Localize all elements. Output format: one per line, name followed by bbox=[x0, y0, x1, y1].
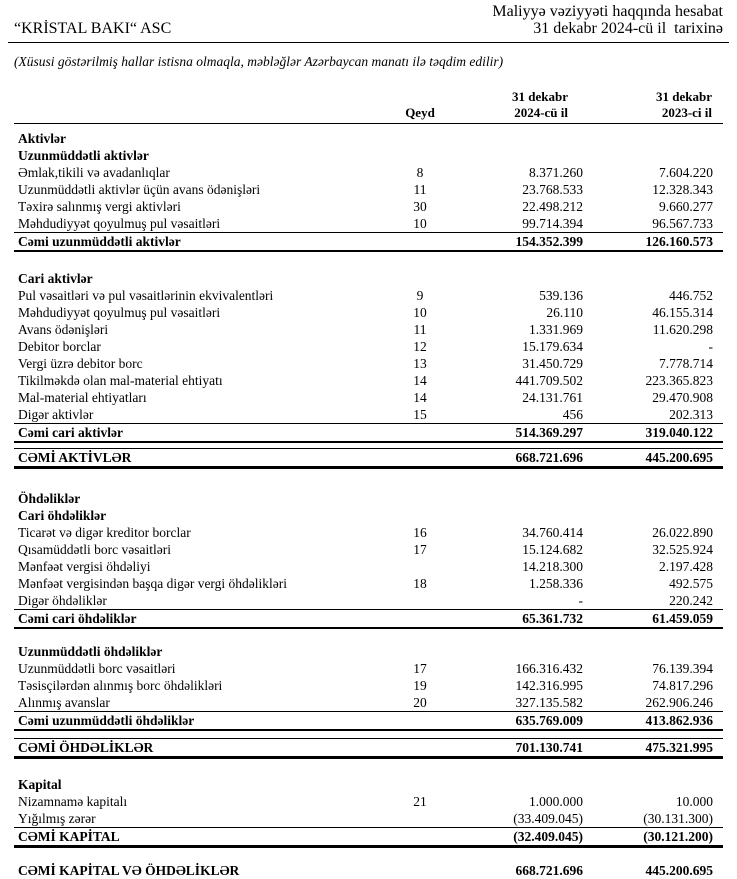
row-value-2023: 46.155.314 bbox=[652, 305, 713, 320]
section-row bbox=[14, 507, 723, 524]
row-label: Cəmi cari aktivlər bbox=[18, 425, 123, 440]
row-value-2024: 22.498.212 bbox=[522, 199, 583, 214]
row-label: Kapital bbox=[18, 777, 62, 792]
row-note: 30 bbox=[413, 199, 427, 214]
row-value-2023: 445.200.695 bbox=[645, 863, 713, 878]
section-row bbox=[14, 490, 723, 507]
table-row bbox=[14, 287, 723, 304]
row-label: Mal-material ehtiyatları bbox=[18, 390, 147, 405]
row-value-2024: 26.110 bbox=[546, 305, 583, 320]
row-label: Uzunmüddətli aktivlər bbox=[18, 148, 149, 163]
row-note: 11 bbox=[413, 322, 427, 337]
report-title-line1: Maliyyə vəziyyəti haqqında hesabat bbox=[492, 3, 723, 20]
row-value-2023: 445.200.695 bbox=[645, 450, 713, 465]
row-note: 14 bbox=[413, 390, 427, 405]
row-value-2024: - bbox=[578, 593, 583, 608]
table-row bbox=[14, 372, 723, 389]
year-2023-line2: 2023-ci il bbox=[661, 104, 712, 120]
row-value-2023: 202.313 bbox=[669, 407, 713, 422]
column-headers bbox=[14, 89, 723, 124]
row-value-2023: 74.817.296 bbox=[652, 678, 713, 693]
row-spacer bbox=[14, 759, 723, 776]
total-row bbox=[14, 609, 723, 629]
table-row bbox=[14, 406, 723, 423]
table-row bbox=[14, 181, 723, 198]
row-label: CƏMİ KAPİTAL VƏ ÖHDƏLİKLƏR bbox=[18, 863, 240, 878]
row-label: Debitor borclar bbox=[18, 339, 101, 354]
row-note: 11 bbox=[413, 182, 427, 197]
row-spacer bbox=[14, 731, 723, 738]
row-value-2023: 11.620.298 bbox=[652, 322, 713, 337]
row-label: Əmlak,tikili və avadanlıqlar bbox=[18, 165, 170, 180]
row-label: CƏMİ AKTİVLƏR bbox=[18, 450, 132, 465]
row-value-2024: 24.131.761 bbox=[522, 390, 583, 405]
row-value-2023: 61.459.059 bbox=[652, 611, 713, 626]
grand-row bbox=[14, 827, 723, 848]
row-label: Pul vəsaitləri və pul vəsaitlərinin ekvivalentləri bbox=[18, 288, 274, 303]
row-label: Uzunmüddətli öhdəliklər bbox=[18, 644, 163, 659]
currency-note: (Xüsusi göstərilmiş hallar istisna olmaqla, məbləğlər Azərbaycan manatı ilə təqdim edilir) bbox=[14, 54, 504, 69]
row-value-2024: 15.179.634 bbox=[522, 339, 583, 354]
year-2023-column-header bbox=[583, 89, 713, 120]
row-label: Avans ödənişləri bbox=[18, 322, 109, 337]
row-value-2024: 34.760.414 bbox=[522, 525, 583, 540]
row-label: Ticarət və digər kreditor borclar bbox=[18, 525, 191, 540]
row-label: Yığılmış zərər bbox=[18, 811, 96, 826]
row-label: Uzunmüddətli borc vəsaitləri bbox=[18, 661, 176, 676]
row-note: 8 bbox=[416, 165, 424, 180]
table-row bbox=[14, 793, 723, 810]
row-note: 10 bbox=[413, 305, 427, 320]
balance-sheet-table bbox=[14, 89, 723, 879]
row-value-2023: 446.752 bbox=[669, 288, 713, 303]
grandplain-row bbox=[14, 862, 723, 879]
row-value-2023: 9.660.277 bbox=[659, 199, 713, 214]
row-label: Mənfəət vergisindən başqa digər vergi öhdəlikləri bbox=[18, 576, 288, 591]
row-value-2023: 262.906.246 bbox=[645, 695, 713, 710]
table-row bbox=[14, 810, 723, 827]
row-label: CƏMİ ÖHDƏLİKLƏR bbox=[18, 740, 154, 755]
row-label: Vergi üzrə debitor borc bbox=[18, 356, 143, 371]
row-label: Mənfəət vergisi öhdəliyi bbox=[18, 559, 151, 574]
total-row bbox=[14, 711, 723, 731]
total-row bbox=[14, 423, 723, 443]
row-value-2023: 12.328.343 bbox=[652, 182, 713, 197]
row-value-2023: 10.000 bbox=[675, 794, 713, 809]
table-row bbox=[14, 304, 723, 321]
year-2023-line1: 31 dekabr bbox=[656, 89, 712, 104]
company-name: “KRİSTAL BAKI“ ASC bbox=[14, 20, 172, 37]
row-value-2024: 327.135.582 bbox=[515, 695, 583, 710]
grand-row bbox=[14, 738, 723, 759]
table-row bbox=[14, 558, 723, 575]
row-note: 14 bbox=[413, 373, 427, 388]
row-label: Cəmi uzunmüddətli öhdəliklər bbox=[18, 713, 195, 728]
row-label: Cəmi cari öhdəliklər bbox=[18, 611, 137, 626]
row-value-2024: 514.369.297 bbox=[515, 425, 583, 440]
row-note: 19 bbox=[413, 678, 427, 693]
row-value-2024: 23.768.533 bbox=[522, 182, 583, 197]
row-value-2024: 668.721.696 bbox=[515, 450, 583, 465]
row-value-2024: 65.361.732 bbox=[522, 611, 583, 626]
row-label: Məhdudiyyət qoyulmuş pul vəsaitləri bbox=[18, 216, 221, 231]
year-2024-line2: 2024-cü il bbox=[514, 104, 568, 120]
row-value-2023: 475.321.995 bbox=[645, 740, 713, 755]
row-label: Nizamnamə kapitalı bbox=[18, 794, 128, 809]
row-label: Məhdudiyyət qoyulmuş pul vəsaitləri bbox=[18, 305, 221, 320]
table-row bbox=[14, 338, 723, 355]
table-row bbox=[14, 164, 723, 181]
section-row bbox=[14, 147, 723, 164]
year-2024-line1: 31 dekabr bbox=[512, 89, 568, 104]
row-note: 20 bbox=[413, 695, 427, 710]
row-spacer bbox=[14, 469, 723, 490]
table-row bbox=[14, 592, 723, 609]
row-value-2024: (32.409.045) bbox=[513, 829, 583, 844]
row-value-2024: 99.714.394 bbox=[522, 216, 583, 231]
row-note: 10 bbox=[413, 216, 427, 231]
section-row bbox=[14, 270, 723, 287]
section-row bbox=[14, 776, 723, 793]
row-note: 15 bbox=[413, 407, 427, 422]
row-note: 21 bbox=[413, 794, 427, 809]
table-row bbox=[14, 694, 723, 711]
row-value-2024: 668.721.696 bbox=[515, 863, 583, 878]
row-spacer bbox=[14, 252, 723, 270]
row-value-2024: 441.709.502 bbox=[515, 373, 583, 388]
row-value-2024: 1.258.336 bbox=[529, 576, 583, 591]
row-value-2024: 15.124.682 bbox=[522, 542, 583, 557]
row-value-2024: 166.316.432 bbox=[515, 661, 583, 676]
row-value-2023: 126.160.573 bbox=[645, 234, 713, 249]
table-body bbox=[14, 130, 723, 879]
row-label: Digər aktivlər bbox=[18, 407, 94, 422]
row-value-2024: 14.218.300 bbox=[522, 559, 583, 574]
total-row bbox=[14, 232, 723, 252]
row-label: Təsisçilərdən alınmış borc öhdəlikləri bbox=[18, 678, 223, 693]
row-value-2023: 96.567.733 bbox=[652, 216, 713, 231]
row-value-2023: 319.040.122 bbox=[645, 425, 713, 440]
row-note: 17 bbox=[413, 542, 427, 557]
table-row bbox=[14, 389, 723, 406]
section-row bbox=[14, 130, 723, 147]
row-value-2024: 539.136 bbox=[539, 288, 583, 303]
row-value-2023: (30.131.300) bbox=[643, 811, 713, 826]
row-label: CƏMİ KAPİTAL bbox=[18, 829, 120, 844]
row-value-2023: 32.525.924 bbox=[652, 542, 713, 557]
row-spacer bbox=[14, 848, 723, 862]
row-value-2024: 154.352.399 bbox=[515, 234, 583, 249]
row-value-2023: (30.121.200) bbox=[643, 829, 713, 844]
table-row bbox=[14, 524, 723, 541]
row-label: Digər öhdəliklər bbox=[18, 593, 107, 608]
row-label: Qısamüddətli borc vəsaitləri bbox=[18, 542, 171, 557]
table-row bbox=[14, 321, 723, 338]
row-value-2023: 29.470.908 bbox=[652, 390, 713, 405]
header-divider bbox=[8, 42, 729, 43]
row-spacer bbox=[14, 629, 723, 643]
report-header bbox=[14, 20, 723, 37]
table-row bbox=[14, 541, 723, 558]
table-row bbox=[14, 355, 723, 372]
table-row bbox=[14, 215, 723, 232]
row-value-2023: 220.242 bbox=[669, 593, 713, 608]
row-note: 17 bbox=[413, 661, 427, 676]
row-value-2023: 2.197.428 bbox=[659, 559, 713, 574]
row-value-2024: (33.409.045) bbox=[513, 811, 583, 826]
row-label: Cəmi uzunmüddətli aktivlər bbox=[18, 234, 181, 249]
table-row bbox=[14, 575, 723, 592]
row-value-2023: 76.139.394 bbox=[652, 661, 713, 676]
note-column-header: Qeyd bbox=[405, 104, 435, 120]
row-value-2024: 1.331.969 bbox=[529, 322, 583, 337]
row-value-2024: 31.450.729 bbox=[522, 356, 583, 371]
row-note: 13 bbox=[413, 356, 427, 371]
section-row bbox=[14, 643, 723, 660]
row-value-2023: 413.862.936 bbox=[645, 713, 713, 728]
row-label: Alınmış avanslar bbox=[18, 695, 110, 710]
row-value-2024: 142.316.995 bbox=[515, 678, 583, 693]
row-value-2024: 1.000.000 bbox=[529, 794, 583, 809]
row-note: 16 bbox=[413, 525, 427, 540]
row-label: Tikilməkdə olan mal-material ehtiyatı bbox=[18, 373, 223, 388]
row-value-2023: 7.604.220 bbox=[659, 165, 713, 180]
row-note: 9 bbox=[416, 288, 424, 303]
row-value-2023: 492.575 bbox=[669, 576, 713, 591]
grand-row bbox=[14, 448, 723, 469]
table-row bbox=[14, 198, 723, 215]
row-label: Öhdəliklər bbox=[18, 491, 81, 506]
row-value-2024: 635.769.009 bbox=[515, 713, 583, 728]
row-note: 18 bbox=[413, 576, 427, 591]
report-date: 31 dekabr 2024-cü il tarixinə bbox=[533, 20, 723, 37]
row-label: Cari aktivlər bbox=[18, 271, 93, 286]
year-2024-column-header bbox=[450, 89, 583, 120]
row-value-2024: 701.130.741 bbox=[515, 740, 583, 755]
row-value-2024: 8.371.260 bbox=[529, 165, 583, 180]
row-value-2023: 26.022.890 bbox=[652, 525, 713, 540]
row-label: Cari öhdəliklər bbox=[18, 508, 107, 523]
row-note: 12 bbox=[413, 339, 427, 354]
row-value-2023: 7.778.714 bbox=[659, 356, 713, 371]
row-value-2024: 456 bbox=[562, 407, 583, 422]
table-row bbox=[14, 660, 723, 677]
row-label: Təxirə salınmış vergi aktivləri bbox=[18, 199, 181, 214]
row-value-2023: 223.365.823 bbox=[645, 373, 713, 388]
row-label: Aktivlər bbox=[18, 131, 66, 146]
table-row bbox=[14, 677, 723, 694]
row-value-2023: - bbox=[708, 339, 713, 354]
row-label: Uzunmüddətli aktivlər üçün avans ödənişləri bbox=[18, 182, 261, 197]
